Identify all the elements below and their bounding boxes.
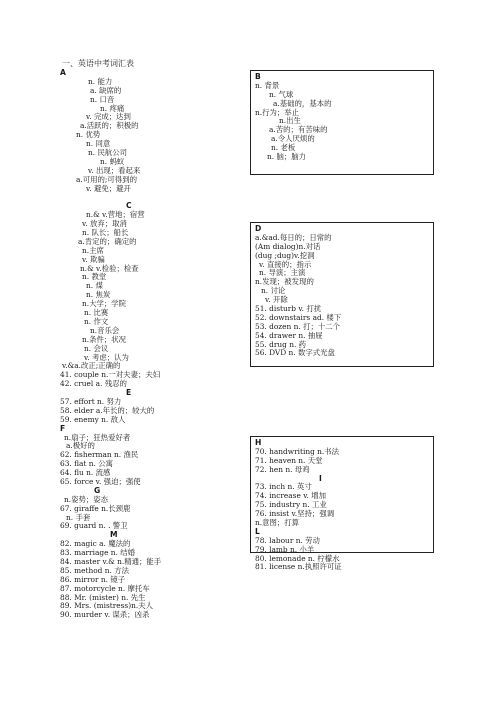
vocab-entry: v. 欺骗	[82, 254, 105, 264]
vocab-entry: 65. force v. 强迫；强使	[60, 476, 141, 486]
vocab-entry: n.& v.营地；宿营	[86, 210, 145, 220]
vocab-entry: v. 直接的；指示	[259, 259, 312, 269]
vocab-entry: a.可用的;可得到的	[76, 174, 137, 184]
vocab-entry: (Am dialog)n.对话	[255, 241, 321, 251]
vocab-entry: n. 口音	[90, 94, 115, 104]
vocab-entry: n.大学；学院	[82, 299, 127, 309]
vocab-entry: 63. flat n. 公寓	[60, 459, 113, 469]
vocab-entry: 83. marriage n. 结婚	[60, 548, 136, 558]
vocab-entry: v. 放弃；取消	[82, 219, 127, 229]
vocab-entry: 90. murder v. 谋杀；凶杀	[60, 610, 150, 620]
vocab-entry: n.行为；举止	[255, 107, 300, 117]
vocab-entry: a.&ad.每日的；日常的	[255, 232, 332, 242]
vocab-entry: 75. industry n. 工业	[255, 500, 327, 510]
section-letter: B	[255, 72, 261, 81]
section-letter: H	[255, 438, 262, 447]
vocab-entry: 59. enemy n. 敌人	[60, 414, 126, 424]
vocab-entry: n. 优势	[76, 130, 101, 140]
vocab-entry: v.&a.改正;正确的	[62, 361, 121, 371]
vocab-entry: a.活跃的；积极的	[80, 121, 139, 131]
section-letter: E	[126, 388, 132, 398]
vocab-entry: 84. master v.& n.精通；能手	[60, 556, 162, 566]
vocab-entry: 79. lamb n. 小羊	[255, 544, 315, 554]
vocab-entry: n. 队长；船长	[82, 228, 129, 238]
vocab-entry: 71. heaven n. 天堂	[255, 455, 323, 465]
vocab-entry: 85. method n. 方法	[60, 565, 129, 575]
vocab-entry: v. 考虑；认为	[84, 352, 129, 362]
vocab-entry: n. 蚂蚁	[100, 156, 125, 166]
section-letter: C	[126, 201, 132, 211]
vocab-entry: 72. hen n. 母鸡	[255, 464, 310, 474]
vocab-entry: n. 讨论	[261, 286, 286, 296]
page-title: 一、英语中考词汇表	[62, 59, 134, 68]
vocab-entry: n. 导演；主演	[259, 268, 306, 278]
vocabulary-box-d	[250, 222, 434, 367]
vocab-entry: n.主席	[82, 245, 104, 255]
vocab-entry: n. 会议	[84, 343, 109, 353]
vocab-entry: 74. increase v. 增加	[255, 491, 326, 501]
vocab-entry: n. 气球	[269, 89, 294, 99]
vocab-entry: 76. insist v.坚持；强调	[255, 509, 335, 519]
vocab-entry: 51. disturb v. 打扰	[255, 304, 322, 314]
vocab-entry: 56. DVD n. 数字式光盘	[255, 348, 335, 358]
vocab-entry: 52. downstairs ad. 楼下	[255, 312, 342, 322]
vocab-entry: 58. elder a.年长的；较大的	[60, 405, 155, 415]
section-letter: L	[255, 526, 260, 536]
vocab-entry: n.& v.检验；检查	[80, 263, 139, 273]
vocab-entry: n. 教堂	[82, 272, 107, 282]
vocab-entry: n. 能力	[88, 76, 113, 86]
vocab-entry: v. 出现；看起来	[88, 165, 141, 175]
vocab-entry: n. 背景	[255, 80, 280, 90]
vocab-entry: v. 完成；达到	[86, 112, 131, 122]
vocab-entry: n. 手套	[66, 512, 91, 522]
vocab-entry: 41. couple n.一对夫妻；夫妇	[60, 370, 161, 380]
vocab-entry: 54. drawer n. 抽屉	[255, 330, 323, 340]
vocab-entry: 67. giraffe n.长颈鹿	[60, 503, 131, 513]
vocab-entry: 86. mirror n. 镜子	[60, 574, 126, 584]
vocab-entry: n. 民航公司	[88, 148, 128, 158]
vocab-entry: n. 老板	[271, 143, 296, 153]
vocab-entry: 78. labour n. 劳动	[255, 535, 320, 545]
vocab-entry: a.极好的	[66, 441, 95, 451]
vocab-entry	[60, 193, 240, 202]
vocab-entry: n. 作文	[84, 316, 109, 326]
vocab-entry: a.苦的；有苦味的	[269, 125, 328, 135]
section-letter: A	[60, 68, 66, 77]
vocab-entry: 62. fisherman n. 渔民	[60, 450, 139, 460]
vocab-entry: 89. Mrs. (mistress)n.夫人	[60, 601, 153, 611]
vocab-entry: (dug ;dug)v.挖洞	[255, 250, 315, 260]
vocab-entry: n. 比赛	[84, 308, 109, 318]
vocabulary-box-h	[250, 436, 434, 572]
section-letter: D	[255, 224, 262, 233]
vocab-entry: 81. license n.执照许可证	[255, 562, 342, 572]
vocab-entry: a.基础的，基本的	[273, 98, 332, 108]
section-letter: G	[94, 485, 101, 495]
vocabulary-box-b	[250, 70, 434, 175]
vocab-entry: n. 焦炭	[86, 290, 111, 300]
vocab-entry: n.姿势；姿态	[64, 494, 109, 504]
vocab-entry: 70. handwriting n.书法	[255, 446, 340, 456]
section-letter: F	[60, 423, 66, 433]
vocab-entry: 57. effort n. 努力	[60, 396, 122, 406]
vocab-entry: a.令人厌烦的	[271, 134, 315, 144]
vocab-entry: 69. guard n. . 警卫	[60, 521, 128, 531]
section-letter: M	[110, 530, 118, 540]
vocab-entry: n. 疼痛	[100, 103, 125, 113]
vocab-entry: n.音乐会	[90, 325, 120, 335]
vocab-entry: 88. Mr. (mister) n. 先生	[60, 592, 146, 602]
vocab-entry: v. 开除	[265, 295, 288, 305]
vocab-entry: a. 缺席的	[90, 85, 122, 95]
vocab-entry: n.扇子；狂热爱好者	[64, 432, 131, 442]
vocab-entry: 64. flu n. 流感	[60, 468, 111, 478]
vocab-entry: n. 脑；脑力	[267, 152, 307, 162]
vocab-entry: v. 避免；避开	[86, 183, 131, 193]
vocab-entry: n.出生	[279, 116, 301, 126]
vocab-entry: n.发现；被发现的	[255, 277, 314, 287]
vocab-entry: 53. dozen n. 打；十二个	[255, 321, 341, 331]
vocab-entry: n.条件；状况	[82, 334, 127, 344]
vocab-entry: 55. drug n. 药	[255, 339, 307, 349]
vocab-entry: n. 煤	[86, 281, 103, 291]
vocab-entry: n.意图；打算	[255, 518, 300, 528]
vocab-entry: 87. motorcycle n. 摩托车	[60, 583, 150, 593]
vocab-entry: a.肯定的；确定的	[78, 236, 137, 246]
vocab-entry: 82. magic a. 魔法的	[60, 539, 131, 549]
section-letter: I	[319, 473, 322, 483]
vocab-entry: n. 同意	[86, 139, 111, 149]
vocabulary-left-column	[60, 69, 240, 620]
vocab-entry: 80. lemonade n. 柠檬水	[255, 553, 340, 563]
vocab-entry: 42. cruel a. 残忍的	[60, 379, 127, 389]
vocab-entry: 73. inch n. 英寸	[255, 482, 312, 492]
